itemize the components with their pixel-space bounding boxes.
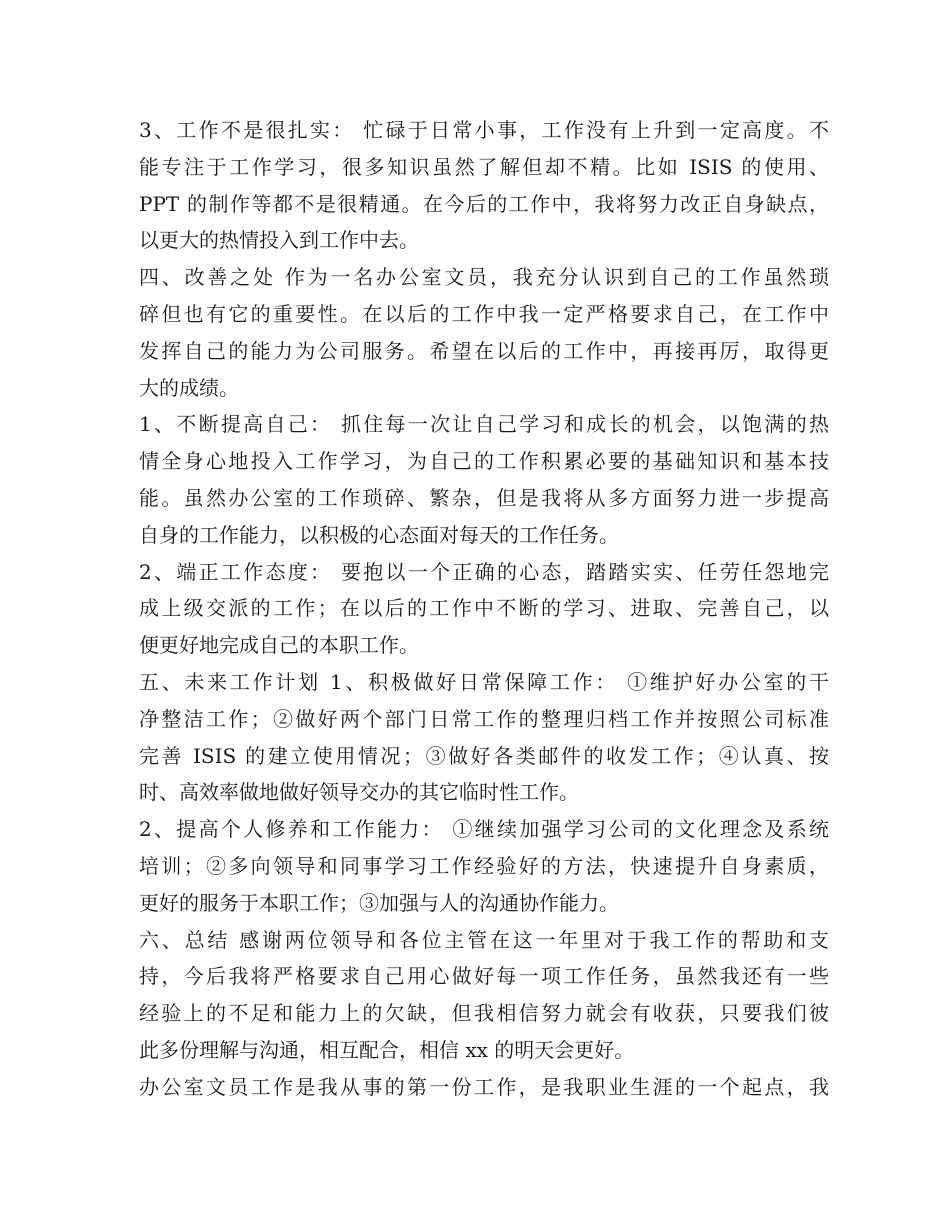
paragraph-improvements <box>139 259 829 406</box>
text-line: 更好的服务于本职工作；③加强与人的沟通协作能力。 <box>139 890 619 915</box>
text-line: 情全身心地投入工作学习，为自己的工作积累必要的基础知识和基本技 <box>139 449 829 474</box>
text-line: 六、总结 感谢两位领导和各位主管在这一年里对于我工作的帮助和支 <box>139 927 829 952</box>
text-line: 四、改善之处 作为一名办公室文员，我充分认识到自己的工作虽然琐 <box>139 265 829 290</box>
text-line: 能专注于工作学习，很多知识虽然了解但却不精。比如 ISIS 的使用、 <box>139 154 829 179</box>
text-line: 1、不断提高自己： 抓住每一次让自己学习和成长的机会，以饱满的热 <box>139 412 829 437</box>
text-line: 以更大的热情投入到工作中去。 <box>139 228 419 253</box>
text-line: 此多份理解与沟通，相互配合，相信 xx 的明天会更好。 <box>139 1037 635 1062</box>
paragraph-future-plan <box>139 664 829 811</box>
text-line: 完善 ISIS 的建立使用情况；③做好各类邮件的收发工作；④认真、按 <box>139 743 829 768</box>
text-line: 净整洁工作；②做好两个部门日常工作的整理归档工作并按照公司标准 <box>139 706 829 731</box>
text-line: 五、未来工作计划 1、积极做好日常保障工作： ①维护好办公室的干 <box>139 669 829 694</box>
text-line: 持，今后我将严格要求自己用心做好每一项工作任务，虽然我还有一些 <box>139 964 829 989</box>
paragraph-work-attitude <box>139 554 829 664</box>
paragraph-summary <box>139 922 829 1069</box>
paragraph-self-improvement <box>139 406 829 553</box>
text-line: 大的成绩。 <box>139 375 239 400</box>
text-line: 培训；②多向领导和同事学习工作经验好的方法，快速提升自身素质， <box>139 853 829 878</box>
text-line: 碎但也有它的重要性。在以后的工作中我一定严格要求自己，在工作中 <box>139 301 829 326</box>
paragraph-personal-growth <box>139 811 829 921</box>
text-line: 2、端正工作态度： 要抱以一个正确的心态，踏踏实实、任劳任怨地完 <box>139 559 829 584</box>
text-line: 时、高效率做地做好领导交办的其它临时性工作。 <box>139 780 579 805</box>
text-line: 办公室文员工作是我从事的第一份工作，是我职业生涯的一个起点，我 <box>139 1074 829 1099</box>
paragraph-closing <box>139 1069 829 1106</box>
text-line: 3、工作不是很扎实： 忙碌于日常小事，工作没有上升到一定高度。不 <box>139 118 829 142</box>
text-line: 自身的工作能力，以积极的心态面对每天的工作任务。 <box>139 522 619 547</box>
text-line: 2、提高个人修养和工作能力： ①继续加强学习公司的文化理念及系统 <box>139 817 829 842</box>
text-line: 便更好地完成自己的本职工作。 <box>139 633 419 658</box>
document-body <box>139 112 829 1106</box>
text-line: PPT 的制作等都不是很精通。在今后的工作中，我将努力改正自身缺点， <box>139 191 829 216</box>
text-line: 成上级交派的工作；在以后的工作中不断的学习、进取、完善自己，以 <box>139 596 829 621</box>
text-line: 能。虽然办公室的工作琐碎、繁杂，但是我将从多方面努力进一步提高 <box>139 485 829 510</box>
text-line: 经验上的不足和能力上的欠缺，但我相信努力就会有收获，只要我们彼 <box>139 1001 829 1026</box>
paragraph-work-not-solid <box>139 112 829 259</box>
text-line: 发挥自己的能力为公司服务。希望在以后的工作中，再接再厉，取得更 <box>139 338 829 363</box>
